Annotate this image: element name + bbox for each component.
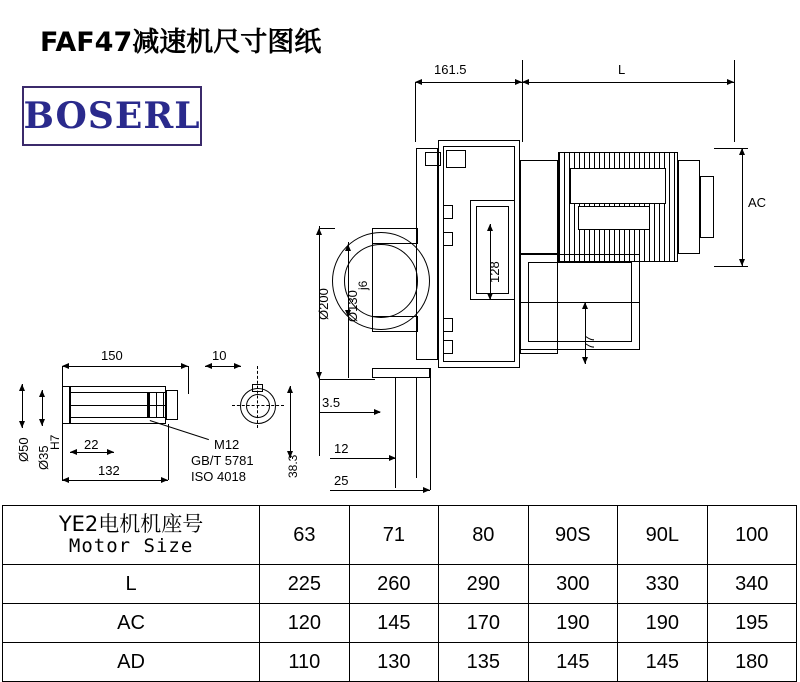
table-cell: 80 — [439, 506, 528, 565]
axis-vertical-3 — [430, 368, 431, 490]
dim-arrow-up-d50 — [19, 384, 25, 391]
dim-d200: Ø200 — [316, 288, 331, 320]
shaft-endplate — [62, 386, 70, 424]
gearbox-detail-4 — [443, 232, 453, 246]
dim-line-3-5 — [320, 412, 380, 413]
dim-arrow-r-10 — [234, 363, 241, 369]
dim-line-L — [522, 82, 734, 83]
bolt-note-line2: GB/T 5781 — [191, 453, 254, 468]
dim-line-161-5 — [415, 82, 522, 83]
center-axis-vertical — [395, 378, 396, 488]
dim-arrow-r-150 — [181, 363, 188, 369]
table-cell: 145 — [618, 643, 707, 682]
ext-ac-bottom — [714, 266, 748, 267]
dim-line-12 — [330, 458, 396, 459]
motor-fan-hood — [700, 176, 714, 238]
table-row — [3, 643, 797, 682]
gearbox-detail-6 — [443, 340, 453, 354]
bolt-note-line1: M12 — [214, 437, 240, 452]
motor-fan-cover — [578, 206, 650, 230]
ext-150-right — [188, 366, 189, 394]
dim-line-150 — [62, 366, 188, 367]
ext-132-left — [62, 424, 63, 480]
dim-22: 22 — [84, 437, 99, 452]
dim-arrow-up-ac — [739, 148, 745, 155]
ext-200-top — [319, 228, 335, 229]
table-row-header — [3, 506, 797, 565]
gearbox-detail-1 — [425, 152, 441, 166]
table-cell: 170 — [439, 604, 528, 643]
mount-foot — [372, 368, 430, 378]
dim-arrow-up-d35 — [39, 390, 45, 397]
table-cell: 190 — [528, 604, 617, 643]
ext-150-left — [62, 366, 63, 388]
table-header-en: Motor Size — [68, 535, 194, 558]
table-cell: 145 — [528, 643, 617, 682]
table-row — [3, 604, 797, 643]
flange-arm-top — [372, 228, 418, 244]
leader-line — [150, 420, 209, 440]
page-title: FAF47减速机尺寸图纸 — [40, 27, 322, 58]
dim-d130-tol: j6 — [356, 280, 370, 290]
spec-table — [2, 505, 797, 682]
table-cell: 340 — [707, 565, 797, 604]
shaft-centerline — [70, 405, 166, 406]
dim-3-5: 3.5 — [322, 395, 341, 410]
dim-line-132 — [62, 480, 168, 481]
dim-arrow-l-22 — [70, 449, 77, 455]
table-cell: 225 — [260, 565, 349, 604]
flange-edge — [372, 244, 373, 316]
shaft-collar — [166, 390, 178, 420]
dim-150: 150 — [101, 348, 123, 363]
dim-d35: Ø35 — [36, 445, 51, 470]
dim-d130: Ø130 — [345, 290, 360, 322]
ext-line-b — [522, 60, 523, 142]
dim-10: 10 — [212, 348, 227, 363]
ext-132-right — [168, 424, 169, 480]
dim-arrow-up-77 — [582, 302, 588, 309]
table-cell: 180 — [707, 643, 797, 682]
dim-132: 132 — [98, 463, 120, 478]
dim-77: 77 — [582, 335, 597, 350]
dim-arrow-left — [415, 79, 422, 85]
dim-arrow-down-128 — [487, 293, 493, 300]
dim-arrow-down-77 — [582, 357, 588, 364]
dim-line-25 — [330, 490, 430, 491]
dim-arrow-l-132 — [62, 477, 69, 483]
table-row-label: L — [3, 565, 260, 604]
dim-arrow-right2 — [727, 79, 734, 85]
table-cell: 100 — [707, 506, 797, 565]
dim-arrow-25 — [423, 487, 430, 493]
dim-arrow-down-d50 — [19, 421, 25, 428]
shaft-end-centerline-v — [257, 366, 258, 428]
ext-line-c — [734, 60, 735, 142]
dim-line-AC — [742, 148, 743, 266]
table-cell: 195 — [707, 604, 797, 643]
dim-arrow-up-130 — [345, 244, 351, 251]
dim-arrow-r-22 — [107, 449, 114, 455]
dim-AC: AC — [748, 195, 767, 210]
table-cell: 190 — [618, 604, 707, 643]
dim-arrow-3-5 — [374, 409, 381, 415]
table-cell: 120 — [260, 604, 349, 643]
ext-ac-top — [714, 148, 748, 149]
ext-line-a — [415, 82, 416, 142]
dim-128: 128 — [487, 261, 502, 283]
dim-arrow-r-132 — [161, 477, 168, 483]
table-cell: 330 — [618, 565, 707, 604]
dim-arrow-up-128 — [487, 224, 493, 231]
logo-text: BOSERL — [23, 95, 201, 137]
dim-arrow-up-200 — [316, 228, 322, 235]
dim-arrow-l-150 — [62, 363, 69, 369]
dim-38-3: 38.3 — [286, 454, 300, 478]
bolt-note-line3: ISO 4018 — [191, 469, 246, 484]
shaft-end-circle-inner — [246, 394, 270, 418]
dim-arrow-right — [515, 79, 522, 85]
table-header-label — [3, 506, 260, 565]
gearbox-detail-5 — [443, 318, 453, 332]
table-cell: 135 — [439, 643, 528, 682]
ext-200-bottom — [319, 379, 375, 380]
table-cell: 300 — [528, 565, 617, 604]
table-cell: 110 — [260, 643, 349, 682]
motor-endcap — [678, 160, 700, 254]
table-cell: 90S — [528, 506, 617, 565]
dim-25: 25 — [334, 473, 349, 488]
dim-12: 12 — [334, 441, 349, 456]
motor-terminal-box — [570, 168, 666, 204]
dim-arrow-down-d35 — [39, 419, 45, 426]
gearbox-detail-3 — [443, 205, 453, 219]
dim-arrow-left2 — [522, 79, 529, 85]
dim-line-38-3 — [290, 386, 291, 458]
dim-arrow-down-200 — [316, 372, 322, 379]
dim-L: L — [618, 62, 626, 77]
table-row — [3, 565, 797, 604]
dim-arrow-up-38 — [287, 386, 293, 393]
table-cell: 145 — [349, 604, 438, 643]
table-row-label: AC — [3, 604, 260, 643]
table-cell: 130 — [349, 643, 438, 682]
gearbox-detail-2 — [446, 150, 466, 168]
dim-arrow-l-10 — [205, 363, 212, 369]
dim-line-77 — [585, 302, 586, 364]
table-header-cn: YE2电机机座号 — [58, 512, 204, 536]
dim-161-5: 161.5 — [434, 62, 467, 77]
dim-d50: Ø50 — [16, 437, 31, 462]
table-cell: 63 — [260, 506, 349, 565]
flange-arm-bottom — [372, 316, 418, 332]
motor-centerline — [520, 302, 640, 303]
shaft-end-centerline-h — [232, 405, 284, 406]
dim-line-d200 — [319, 226, 320, 456]
dim-arrow-down-ac — [739, 259, 745, 266]
table-cell: 71 — [349, 506, 438, 565]
dim-d35-tol: H7 — [48, 434, 62, 450]
logo-box — [22, 86, 202, 146]
dim-arrow-12 — [389, 455, 396, 461]
table-cell: 260 — [349, 565, 438, 604]
table-cell: 90L — [618, 506, 707, 565]
axis-vertical-2 — [416, 378, 417, 478]
motor-adapter — [520, 160, 558, 254]
table-cell: 290 — [439, 565, 528, 604]
table-row-label: AD — [3, 643, 260, 682]
